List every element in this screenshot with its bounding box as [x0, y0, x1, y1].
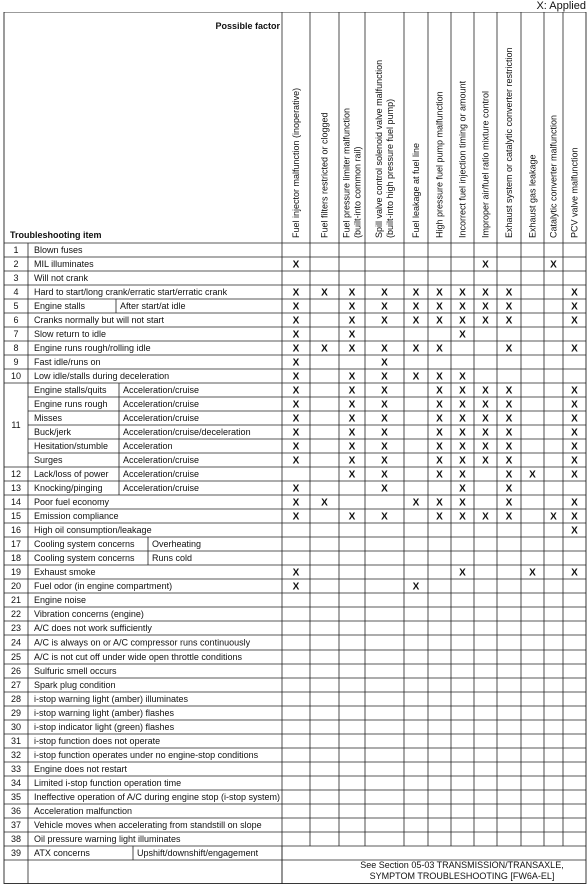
- row-item-knocking-pinging: Knocking/pinging: [34, 483, 103, 494]
- applied-mark: X: [571, 315, 578, 327]
- factor-header-12: PCV valve malfunction: [569, 147, 580, 238]
- troubleshooting-item-label: Troubleshooting item: [10, 230, 102, 240]
- row-number: 5: [13, 301, 19, 312]
- applied-mark: X: [292, 455, 300, 467]
- row-condition: After start/at idle: [120, 301, 186, 312]
- factor-header-3: Fuel pressure limiter malfunction: [341, 107, 352, 238]
- applied-mark: X: [571, 385, 578, 397]
- applied-mark: X: [482, 511, 489, 523]
- applied-mark: X: [571, 469, 578, 481]
- row-item-oil-pressure-light: Oil pressure warning light illuminates: [34, 834, 181, 845]
- row-item-ac-insufficient: A/C does not work sufficiently: [34, 623, 152, 634]
- applied-mark: X: [505, 343, 513, 355]
- row-number: 27: [10, 680, 22, 691]
- row-number: 39: [10, 848, 22, 859]
- row-item-moves-on-slope: Vehicle moves when accelerating from standstill on slope: [34, 820, 262, 831]
- row-item-will-not-crank: Will not crank: [34, 273, 89, 284]
- troubleshooting-table: [0, 12, 588, 884]
- row-item-lack-of-power: Lack/loss of power: [34, 469, 109, 480]
- row-condition: Acceleration/cruise: [123, 469, 200, 480]
- row-number: 15: [10, 511, 22, 522]
- applied-mark: X: [459, 371, 466, 383]
- applied-mark: X: [436, 315, 443, 327]
- applied-mark: X: [482, 455, 489, 467]
- row-item-hard-to-start: Hard to start/long crank/erratic start/erratic crank: [34, 287, 228, 298]
- row-number: 12: [10, 469, 22, 480]
- row-number: 23: [10, 623, 22, 634]
- row-item-surges: Surges: [34, 455, 63, 466]
- row-number: 28: [10, 694, 22, 705]
- applied-mark: X: [381, 469, 388, 481]
- factor-header-9: Exhaust system or catalytic converter restriction: [504, 47, 514, 238]
- applied-mark: X: [505, 483, 513, 495]
- row-number: 25: [10, 652, 22, 663]
- applied-mark: X: [505, 497, 513, 509]
- applied-mark: X: [459, 315, 466, 327]
- row-number: 2: [13, 259, 19, 270]
- applied-mark: X: [459, 497, 466, 509]
- applied-mark: X: [505, 399, 513, 411]
- row39-note-line1: See Section 05-03 TRANSMISSION/TRANSAXLE,: [360, 860, 564, 870]
- applied-mark: X: [381, 385, 388, 397]
- row-number: 20: [10, 581, 22, 592]
- row-item-low-idle-decel: Low idle/stalls during deceleration: [34, 371, 170, 382]
- row-item-high-oil-consumption: High oil consumption/leakage: [34, 525, 152, 536]
- applied-mark: X: [292, 301, 300, 313]
- applied-mark: X: [321, 343, 328, 355]
- applied-mark: X: [505, 427, 513, 439]
- applied-mark: X: [381, 511, 388, 523]
- row-item-mil-illuminates: MIL illuminates: [34, 259, 94, 270]
- applied-mark: X: [436, 427, 443, 439]
- applied-mark: X: [348, 455, 356, 467]
- row-number: 16: [10, 525, 22, 536]
- applied-mark: X: [292, 385, 300, 397]
- applied-mark: X: [505, 511, 513, 523]
- row-condition: Acceleration/cruise: [123, 455, 200, 466]
- applied-mark: X: [459, 413, 466, 425]
- factor-header-10: Exhaust gas leakage: [527, 154, 538, 238]
- applied-mark: X: [436, 413, 443, 425]
- applied-mark: X: [436, 511, 443, 523]
- applied-mark: X: [571, 287, 578, 299]
- row-number: 3: [13, 273, 19, 284]
- applied-mark: X: [459, 329, 466, 341]
- applied-mark: X: [459, 469, 466, 481]
- row-number: 38: [10, 834, 22, 845]
- factor-header-8: Improper air/fuel ratio mixture control: [480, 90, 491, 238]
- applied-mark: X: [292, 497, 300, 509]
- row-number: 21: [10, 595, 22, 606]
- applied-mark: X: [459, 567, 466, 579]
- factor-header-5: Fuel leakage at fuel line: [411, 142, 421, 238]
- legend: X: Applied: [536, 0, 586, 12]
- applied-mark: X: [482, 259, 489, 271]
- applied-mark: X: [292, 259, 300, 271]
- row-number: 24: [10, 637, 22, 648]
- row-number: 11: [11, 420, 21, 431]
- row-item-engine-no-restart: Engine does not restart: [34, 764, 128, 775]
- factor-header-4: Spill valve control solenoid valve malfunction: [374, 59, 384, 238]
- applied-mark: X: [529, 567, 536, 579]
- row-item-fast-idle: Fast idle/runs on: [34, 357, 101, 368]
- row-condition: Acceleration/cruise/deceleration: [123, 427, 251, 438]
- applied-mark: X: [571, 511, 578, 523]
- applied-mark: X: [482, 385, 489, 397]
- applied-mark: X: [459, 483, 466, 495]
- applied-mark: X: [412, 287, 420, 299]
- applied-mark: X: [571, 343, 578, 355]
- row-item-istop-amber-flash: i-stop warning light (amber) flashes: [34, 708, 175, 719]
- applied-mark: X: [459, 441, 466, 453]
- applied-mark: X: [571, 427, 578, 439]
- factor-header-6: High pressure fuel pump malfunction: [434, 91, 445, 238]
- applied-mark: X: [505, 287, 513, 299]
- applied-mark: X: [381, 441, 388, 453]
- row-item-spark-plug: Spark plug condition: [34, 680, 116, 691]
- applied-mark: X: [381, 455, 388, 467]
- applied-mark: X: [348, 371, 356, 383]
- applied-mark: X: [381, 343, 388, 355]
- row-item-acceleration-malfunction: Acceleration malfunction: [34, 806, 133, 817]
- row-item-istop-not-operate: i-stop function does not operate: [34, 736, 161, 747]
- row-condition: Acceleration/cruise: [123, 385, 200, 396]
- applied-mark: X: [292, 581, 300, 593]
- applied-mark: X: [459, 287, 466, 299]
- row-number: 1: [13, 245, 19, 256]
- applied-mark: X: [436, 469, 443, 481]
- factor-header-1: Fuel injector malfunction (inoperative): [291, 87, 301, 238]
- applied-mark: X: [292, 371, 300, 383]
- applied-mark: X: [348, 441, 356, 453]
- row-number: 33: [10, 764, 22, 775]
- row-item-fuel-odor: Fuel odor (in engine compartment): [34, 581, 173, 592]
- applied-mark: X: [381, 371, 388, 383]
- applied-mark: X: [381, 301, 388, 313]
- row-item-buck-jerk: Buck/jerk: [34, 427, 72, 438]
- row-number: 6: [13, 315, 19, 326]
- applied-mark: X: [348, 315, 356, 327]
- applied-mark: X: [436, 385, 443, 397]
- row-item-ac-during-stop: Ineffective operation of A/C during engine stop (i-stop system): [34, 792, 280, 803]
- row-item-engine-noise: Engine noise: [34, 595, 87, 606]
- applied-mark: X: [292, 399, 300, 411]
- applied-mark: X: [550, 511, 557, 523]
- applied-mark: X: [412, 497, 420, 509]
- factor-header-2: Fuel filters restricted or clogged: [319, 112, 330, 238]
- factor-header-3: (built-into common rail): [352, 146, 363, 238]
- applied-mark: X: [482, 301, 489, 313]
- row-number: 32: [10, 750, 22, 761]
- row-condition: Overheating: [152, 539, 202, 550]
- row-item-istop-limited-time: Limited i-stop function operation time: [34, 778, 182, 789]
- row-item-cranks-no-start: Cranks normally but will not start: [34, 315, 165, 326]
- factor-header-4: (built-into high pressure fuel pump): [385, 98, 395, 238]
- applied-mark: X: [550, 259, 557, 271]
- applied-mark: X: [436, 399, 443, 411]
- applied-mark: X: [348, 343, 356, 355]
- applied-mark: X: [482, 441, 489, 453]
- row-item-ac-always-on: A/C is always on or A/C compressor runs continuously: [34, 637, 251, 648]
- row-item-stalls-quits: Engine stalls/quits: [34, 385, 107, 396]
- applied-mark: X: [348, 469, 356, 481]
- row-item-runs-rough-idle: Engine runs rough/rolling idle: [34, 343, 151, 354]
- applied-mark: X: [292, 287, 300, 299]
- applied-mark: X: [505, 455, 513, 467]
- applied-mark: X: [292, 567, 300, 579]
- row-number: 18: [10, 553, 22, 564]
- row-number: 31: [10, 736, 22, 747]
- applied-mark: X: [348, 301, 356, 313]
- applied-mark: X: [505, 441, 513, 453]
- row-condition: Acceleration: [123, 441, 173, 452]
- applied-mark: X: [381, 413, 388, 425]
- applied-mark: X: [436, 287, 443, 299]
- applied-mark: X: [459, 385, 466, 397]
- applied-mark: X: [321, 287, 328, 299]
- row-item-istop-operates-wrongly: i-stop function operates under no engine-stop conditions: [34, 750, 259, 761]
- applied-mark: X: [348, 385, 356, 397]
- applied-mark: X: [505, 301, 513, 313]
- applied-mark: X: [571, 413, 578, 425]
- row-item-slow-return-idle: Slow return to idle: [34, 329, 107, 340]
- row-number: 4: [13, 287, 19, 298]
- applied-mark: X: [292, 483, 300, 495]
- applied-mark: X: [412, 581, 420, 593]
- applied-mark: X: [459, 399, 466, 411]
- row-item-misses: Misses: [34, 413, 63, 424]
- row-item-atx-concerns: ATX concerns: [34, 848, 90, 859]
- applied-mark: X: [571, 497, 578, 509]
- applied-mark: X: [292, 441, 300, 453]
- applied-mark: X: [348, 287, 356, 299]
- row-item-cooling-overheating: Cooling system concerns: [34, 539, 135, 550]
- row-number: 17: [10, 539, 22, 550]
- applied-mark: X: [482, 399, 489, 411]
- applied-mark: X: [292, 511, 300, 523]
- applied-mark: X: [348, 399, 356, 411]
- applied-mark: X: [482, 287, 489, 299]
- applied-mark: X: [412, 301, 420, 313]
- applied-mark: X: [436, 441, 443, 453]
- applied-mark: X: [412, 371, 420, 383]
- row-number: 30: [10, 722, 22, 733]
- row-number: 14: [10, 497, 22, 508]
- applied-mark: X: [348, 511, 356, 523]
- applied-mark: X: [505, 385, 513, 397]
- applied-mark: X: [505, 469, 513, 481]
- applied-mark: X: [321, 497, 328, 509]
- row-condition: Acceleration/cruise: [123, 399, 200, 410]
- applied-mark: X: [436, 301, 443, 313]
- row-item-emission-compliance: Emission compliance: [34, 511, 119, 522]
- applied-mark: X: [381, 315, 388, 327]
- applied-mark: X: [436, 371, 443, 383]
- applied-mark: X: [482, 315, 489, 327]
- applied-mark: X: [529, 469, 536, 481]
- row-item-engine-stalls-idle: Engine stalls: [34, 301, 86, 312]
- row-condition: Acceleration/cruise: [123, 483, 200, 494]
- applied-mark: X: [381, 427, 388, 439]
- applied-mark: X: [571, 441, 578, 453]
- applied-mark: X: [292, 413, 300, 425]
- applied-mark: X: [436, 497, 443, 509]
- applied-mark: X: [292, 315, 300, 327]
- applied-mark: X: [459, 455, 466, 467]
- possible-factor-label: Possible factor: [215, 21, 280, 31]
- row-item-vibration: Vibration concerns (engine): [34, 609, 144, 620]
- row-item-hesitation-stumble: Hesitation/stumble: [34, 441, 109, 452]
- factor-header-7: Incorrect fuel injection timing or amount: [457, 80, 468, 238]
- applied-mark: X: [348, 427, 356, 439]
- row-number: 35: [10, 792, 22, 803]
- applied-mark: X: [571, 301, 578, 313]
- row-number: 22: [10, 609, 22, 620]
- applied-mark: X: [482, 427, 489, 439]
- row-number: 36: [10, 806, 22, 817]
- row-number: 9: [13, 357, 19, 368]
- row39-note-line2: SYMPTOM TROUBLESHOOTING [FW6A-EL]: [369, 871, 555, 881]
- row-number: 37: [10, 820, 22, 831]
- row-item-runs-rough-accel: Engine runs rough: [34, 399, 108, 410]
- row-number: 19: [10, 567, 22, 578]
- applied-mark: X: [381, 483, 388, 495]
- row-number: 29: [10, 708, 22, 719]
- applied-mark: X: [348, 413, 356, 425]
- factor-header-11: Catalytic converter malfunction: [548, 114, 559, 238]
- row-item-istop-amber-on: i-stop warning light (amber) illuminates: [34, 694, 189, 705]
- applied-mark: X: [381, 357, 388, 369]
- row-number: 26: [10, 666, 22, 677]
- applied-mark: X: [412, 315, 420, 327]
- applied-mark: X: [571, 455, 578, 467]
- row-condition: Upshift/downshift/engagement: [137, 848, 259, 859]
- row-number: 10: [10, 371, 22, 382]
- applied-mark: X: [505, 413, 513, 425]
- row-number: 7: [13, 329, 19, 340]
- row-condition: Acceleration/cruise: [123, 413, 200, 424]
- row-item-cooling-runs-cold: Cooling system concerns: [34, 553, 135, 564]
- applied-mark: X: [436, 455, 443, 467]
- applied-mark: X: [459, 427, 466, 439]
- applied-mark: X: [459, 511, 466, 523]
- row-item-blown-fuses: Blown fuses: [34, 245, 83, 256]
- row-item-sulfuric-smell: Sulfuric smell occurs: [34, 666, 117, 677]
- applied-mark: X: [436, 343, 443, 355]
- row-item-ac-not-cut-off: A/C is not cut off under wide open throttle conditions: [34, 652, 242, 663]
- applied-mark: X: [381, 399, 388, 411]
- applied-mark: X: [505, 315, 513, 327]
- applied-mark: X: [348, 329, 356, 341]
- applied-mark: X: [571, 525, 578, 537]
- row-number: 8: [13, 343, 19, 354]
- applied-mark: X: [292, 343, 300, 355]
- applied-mark: X: [381, 287, 388, 299]
- applied-mark: X: [292, 357, 300, 369]
- applied-mark: X: [482, 413, 489, 425]
- row-number: 34: [10, 778, 22, 789]
- applied-mark: X: [459, 301, 466, 313]
- applied-mark: X: [292, 427, 300, 439]
- applied-mark: X: [571, 399, 578, 411]
- applied-mark: X: [571, 567, 578, 579]
- applied-mark: X: [292, 329, 300, 341]
- row-item-istop-green-flash: i-stop indicator light (green) flashes: [34, 722, 175, 733]
- row-condition: Runs cold: [152, 553, 193, 564]
- row-item-exhaust-smoke: Exhaust smoke: [34, 567, 96, 578]
- row-item-poor-fuel-economy: Poor fuel economy: [34, 497, 110, 508]
- row-number: 13: [10, 483, 22, 494]
- applied-mark: X: [412, 343, 420, 355]
